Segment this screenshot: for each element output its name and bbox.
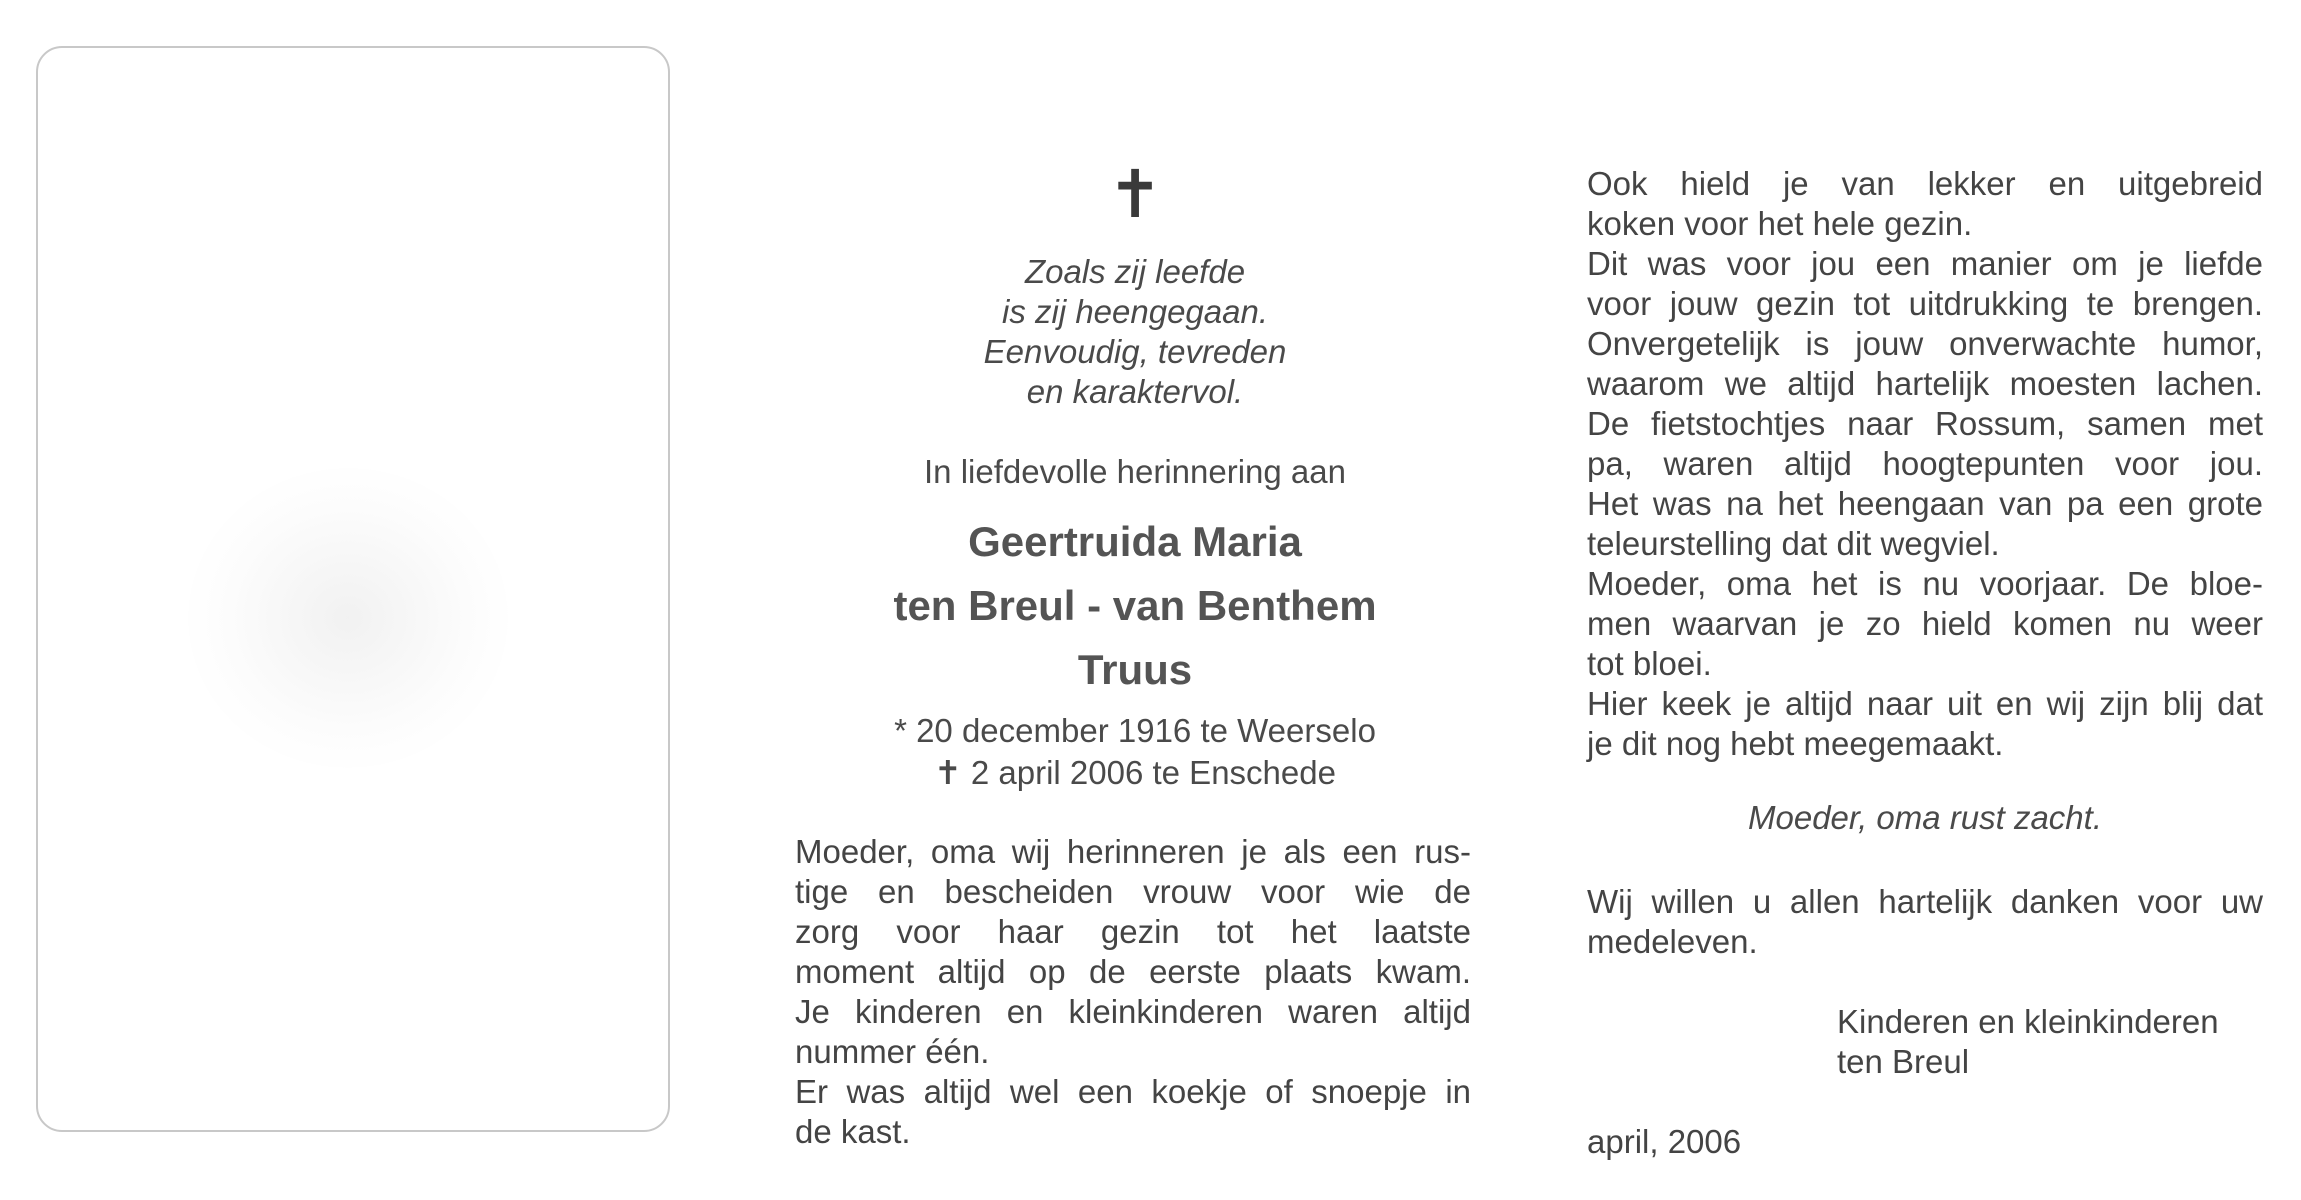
nickname: Truus	[1077, 646, 1193, 693]
text-line: Moeder, oma wij herinneren je als een rus-	[795, 833, 1471, 870]
poem-line: Zoals zij leefde	[1024, 253, 1246, 290]
text-line: men waarvan je zo hield komen nu weer	[1587, 605, 2263, 642]
text-line: Onvergetelijk is jouw onverwachte humor,	[1587, 325, 2263, 362]
death-date: 2 april 2006 te Enschede	[970, 754, 1336, 791]
text-line: Moeder, oma het is nu voorjaar. De bloe-	[1587, 565, 2263, 602]
name-line-2: ten Breul - van Benthem	[893, 582, 1377, 629]
birth-star-icon: *	[894, 712, 907, 749]
text-line: tige en bescheiden vrouw voor wie de	[795, 873, 1471, 910]
text-line: Ook hield je van lekker en uitgebreid	[1587, 165, 2263, 202]
right-panel	[1587, 0, 2263, 1200]
cross-icon: ✝	[1107, 156, 1163, 233]
deceased-name	[795, 510, 1475, 702]
birth-date: 20 december 1916 te Weerselo	[916, 712, 1376, 749]
text-line: Het was na het heengaan van pa een grote	[1587, 485, 2263, 522]
death-date-line	[795, 752, 1475, 794]
text-line: Er was altijd wel een koekje of snoepje in	[795, 1073, 1471, 1110]
text-line: zorg voor haar gezin tot het laatste	[795, 913, 1471, 950]
faded-photo-image	[188, 468, 508, 768]
death-cross-icon: ✝	[934, 753, 962, 792]
life-dates	[795, 710, 1475, 794]
text-line: medeleven.	[1587, 923, 1758, 960]
text-line: teleurstelling dat dit wegviel.	[1587, 525, 2000, 562]
text-line: Wij willen u allen hartelijk danken voor uw	[1587, 883, 2263, 920]
poem	[795, 252, 1475, 412]
memorial-text-right	[1587, 164, 2263, 764]
text-line: voor jouw gezin tot uitdrukking te brengen.	[1587, 285, 2263, 322]
poem-line: en karaktervol.	[1026, 373, 1244, 410]
birth-date-line	[795, 710, 1475, 752]
text-line: nummer één.	[795, 1033, 990, 1070]
name-line-1: Geertruida Maria	[968, 518, 1302, 565]
poem-line: Eenvoudig, tevreden	[983, 333, 1287, 370]
text-line: De fietstochtjes naar Rossum, samen met	[1587, 405, 2263, 442]
text-line: tot bloei.	[1587, 645, 1712, 682]
signature-line-1: Kinderen en kleinkinderen	[1837, 1003, 2219, 1040]
text-line: pa, waren altijd hoogtepunten voor jou.	[1587, 445, 2263, 482]
text-line: moment altijd op de eerste plaats kwam.	[795, 953, 1471, 990]
thanks-text	[1587, 882, 2263, 962]
memory-line: In liefdevolle herinnering aan	[924, 453, 1346, 490]
card-date: april, 2006	[1587, 1123, 1742, 1160]
text-line: de kast.	[795, 1113, 911, 1150]
middle-panel	[795, 0, 1475, 1200]
text-line: je dit nog hebt meegemaakt.	[1587, 725, 2004, 762]
signature	[1837, 1002, 2219, 1082]
memorial-text-left	[795, 832, 1471, 1152]
text-line: Dit was voor jou een manier om je liefde	[1587, 245, 2263, 282]
text-line: waarom we altijd hartelijk moesten lachen.	[1587, 365, 2263, 402]
poem-line: is zij heengegaan.	[1001, 293, 1269, 330]
text-line: koken voor het hele gezin.	[1587, 205, 1973, 242]
text-line: Hier keek je altijd naar uit en wij zijn blij dat	[1587, 685, 2263, 722]
photo-frame	[36, 46, 670, 1132]
closing-line: Moeder, oma rust zacht.	[1748, 799, 2102, 836]
text-line: Je kinderen en kleinkinderen waren altijd	[795, 993, 1471, 1030]
signature-line-2: ten Breul	[1837, 1043, 1970, 1080]
